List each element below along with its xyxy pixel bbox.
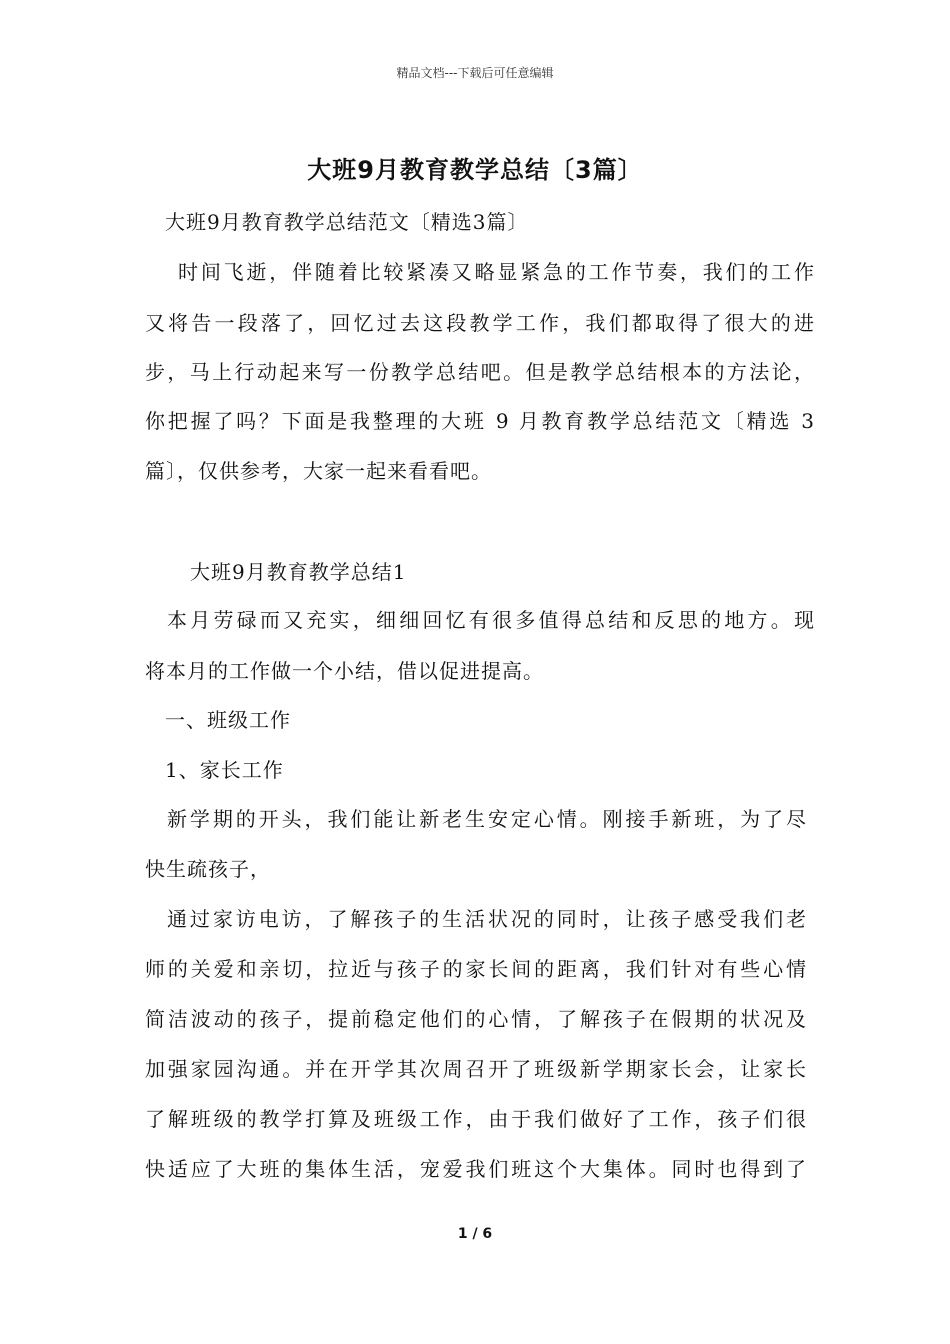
intro-line: 时间飞逝，伴随着比较紧凑又略显紧急的工作节奏，我们的工作 bbox=[178, 260, 815, 284]
intro-line: 又将告一段落了，回忆过去这段教学工作，我们都取得了很大的进 bbox=[145, 311, 815, 335]
intro-line: 篇〕，仅供参考，大家一起来看看吧。 bbox=[145, 459, 492, 483]
page-number: 1 / 6 bbox=[457, 1226, 493, 1242]
paragraph-line: 快生疏孩子， bbox=[145, 857, 271, 881]
intro-line: 你把握了吗？下面是我整理的大班 9 月教育教学总结范文〔精选 3 bbox=[145, 409, 815, 433]
paragraph-line: 师的关爱和亲切，拉近与孩子的家长间的距离，我们针对有些心情 bbox=[145, 957, 807, 981]
paragraph-line: 本月劳碌而又充实，细细回忆有很多值得总结和反思的地方。现 bbox=[167, 608, 815, 632]
paragraph-line: 新学期的开头，我们能让新老生安定心情。刚接手新班，为了尽 bbox=[167, 807, 807, 831]
header-note: 精品文档---下载后可任意编辑 bbox=[396, 66, 554, 80]
subheading-class-work: 一、班级工作 bbox=[165, 708, 291, 732]
paragraph-line: 将本月的工作做一个小结，借以促进提高。 bbox=[145, 659, 544, 683]
paragraph-line: 快适应了大班的集体生活，宠爱我们班这个大集体。同时也得到了 bbox=[145, 1157, 807, 1181]
subheading-parent-work: 1、家长工作 bbox=[165, 758, 284, 782]
paragraph-line: 了解班级的教学打算及班级工作，由于我们做好了工作，孩子们很 bbox=[145, 1107, 807, 1131]
paragraph-line: 通过家访电访，了解孩子的生活状况的同时，让孩子感受我们老 bbox=[167, 907, 807, 931]
intro-line: 步，马上行动起来写一份教学总结吧。但是教学总结根本的方法论， bbox=[145, 360, 815, 384]
paragraph-line: 加强家园沟通。并在开学其次周召开了班级新学期家长会，让家长 bbox=[145, 1057, 807, 1081]
document-title: 大班9月教育教学总结〔3篇〕 bbox=[307, 156, 643, 184]
paragraph-line: 简洁波动的孩子，提前稳定他们的心情，了解孩子在假期的状况及 bbox=[145, 1007, 807, 1031]
document-subtitle: 大班9月教育教学总结范文〔精选3篇〕 bbox=[165, 210, 529, 234]
section-heading: 大班9月教育教学总结1 bbox=[190, 560, 407, 584]
